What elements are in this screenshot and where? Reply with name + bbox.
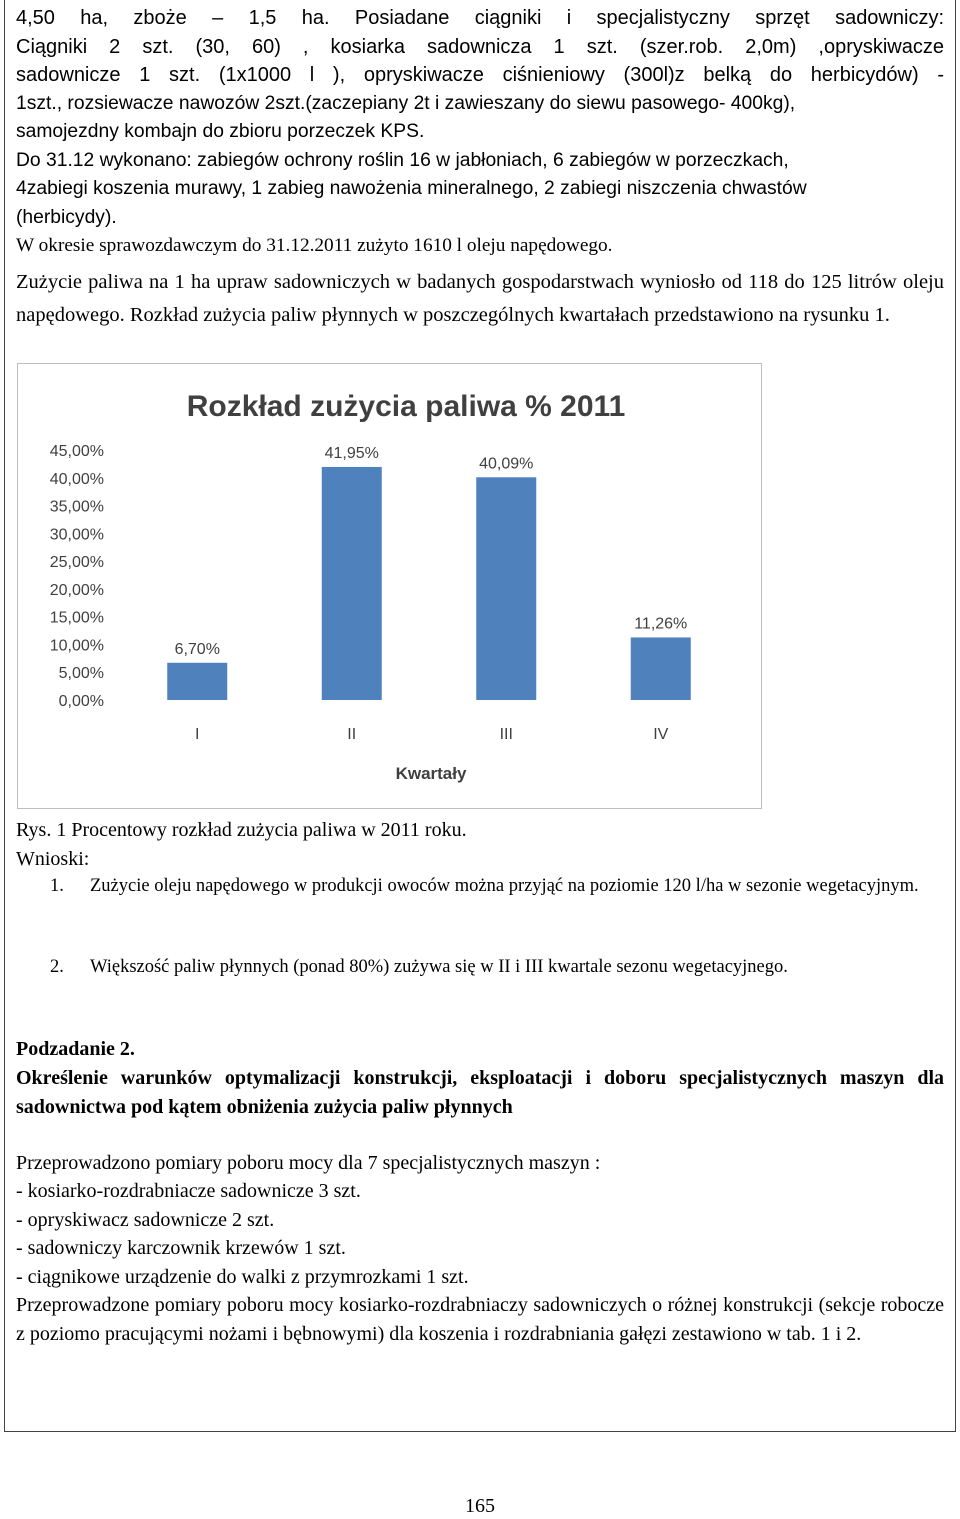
intro-line: Ciągniki 2 szt. (30, 60) , kosiarka sadownicza 1 szt. (szer.rob. 2,0m) ,opryskiwacze (16, 35, 944, 58)
list-number: 1. (50, 876, 64, 896)
data-label: 40,09% (479, 455, 534, 473)
y-tick-label: 35,00% (49, 498, 104, 516)
chart-title: Rozkład zużycia paliwa % 2011 (186, 390, 626, 423)
intro-line: 1szt., rozsiewacze nawozów 2szt.(zaczepiany 2t i zawieszany do siewu pasowego- 400kg), (16, 92, 796, 114)
y-tick-label: 45,00% (49, 443, 104, 460)
y-tick-label: 15,00% (49, 609, 104, 627)
x-axis-label: Kwartały (395, 764, 467, 783)
bar (476, 477, 536, 700)
data-label: 6,70% (174, 640, 220, 658)
intro-text (16, 4, 944, 261)
y-tick-label: 40,00% (49, 470, 104, 488)
subtask-title: Określenie warunków optymalizacji konstrukcji, eksploatacji i doboru specjalistycznych maszyn dla sadownictwa pod kątem obniżenia zużycia paliw płynnych (16, 1067, 944, 1118)
fuel-chart (17, 363, 762, 809)
bar (167, 663, 227, 700)
y-tick-label: 0,00% (58, 693, 104, 710)
y-tick-label: 10,00% (49, 637, 104, 655)
conclusions-heading: Wnioski: (16, 848, 90, 870)
y-tick-label: 5,00% (58, 665, 104, 683)
intro-line: sadownicze 1 szt. (1x1000 l ), opryskiwacze ciśnieniowy (300l)z belką do herbicydów) - (16, 64, 944, 86)
y-tick-label: 20,00% (49, 581, 104, 599)
list-number: 2. (50, 957, 64, 977)
list-text: Zużycie oleju napędowego w produkcji owoców można przyjąć na poziomie 120 l/ha w sezonie wegetacyjnym. (90, 876, 919, 896)
fuel-chart-svg (18, 364, 761, 808)
machine-list (16, 1177, 944, 1291)
intro-line: samojezdny kombajn do zbioru porzeczek KPS. (16, 121, 425, 142)
y-axis-ticks (50, 443, 104, 710)
closing-paragraph: Przeprowadzone pomiary poboru mocy kosiarko-rozdrabniaczy sadowniczych o różnej konstrukcji (sekcje robocze z poziomo pracującymi nożami i bębnowymi) dla koszenia i rozdrabniania gałęzi zestawiono w tab. 1 i 2. (16, 1294, 944, 1345)
subtask-heading: Podzadanie 2. (16, 1038, 135, 1060)
list-item: - sadowniczy karczownik krzewów 1 szt. (16, 1237, 346, 1259)
list-item: - ciągnikowe urządzenie do walki z przymrozkami 1 szt. (16, 1265, 469, 1288)
bar (631, 637, 691, 700)
list-text: Większość paliw płynnych (ponad 80%) zużywa się w II i III kwartale sezonu wegetacyjnego. (90, 957, 788, 977)
list-item: - opryskiwacz sadownicze 2 szt. (16, 1208, 275, 1231)
intro-line: 4,50 ha, zboże – 1,5 ha. Posiadane ciągniki i specjalistyczny sprzęt sadowniczy: (16, 7, 944, 29)
x-tick-label: III (499, 726, 513, 743)
intro-line: Do 31.12 wykonano: zabiegów ochrony roślin 16 w jabłoniach, 6 zabiegów w porzeczkach, (16, 149, 789, 171)
page-number: 165 (465, 1495, 495, 1517)
y-tick-label: 30,00% (49, 526, 104, 544)
y-tick-label: 25,00% (49, 554, 104, 572)
x-tick-label: II (347, 726, 357, 743)
consumption-paragraph: Zużycie paliwa na 1 ha upraw sadowniczych w badanych gospodarstwach wyniosło od 118 do 125 litrów oleju napędowego. Rozkład zużycia paliw płynnych w poszczególnych kwartałach przedstawiono na rysunku 1. (16, 271, 944, 326)
bars (167, 445, 691, 700)
conclusions-item (50, 952, 930, 982)
x-axis-ticks (195, 726, 669, 743)
x-tick-label: IV (653, 726, 669, 743)
intro-line: 4zabiegi koszenia murawy, 1 zabieg nawożenia mineralnego, 2 zabiegi niszczenia chwastów (16, 178, 807, 199)
data-label: 41,95% (324, 444, 379, 462)
intro-line: (herbicydy). (16, 206, 117, 228)
x-tick-label: I (195, 726, 200, 743)
subtask-intro: Przeprowadzono pomiary poboru mocy dla 7 specjalistycznych maszyn : (16, 1152, 601, 1174)
bar (322, 467, 382, 700)
figure-caption: Rys. 1 Procentowy rozkład zużycia paliwa w 2011 roku. (16, 819, 467, 841)
intro-line: W okresie sprawozdawczym do 31.12.2011 zużyto 1610 l oleju napędowego. (16, 235, 613, 256)
conclusions-item (50, 871, 930, 901)
list-item: - kosiarko-rozdrabniacze sadownicze 3 szt. (16, 1180, 361, 1202)
data-label: 11,26% (634, 615, 688, 633)
